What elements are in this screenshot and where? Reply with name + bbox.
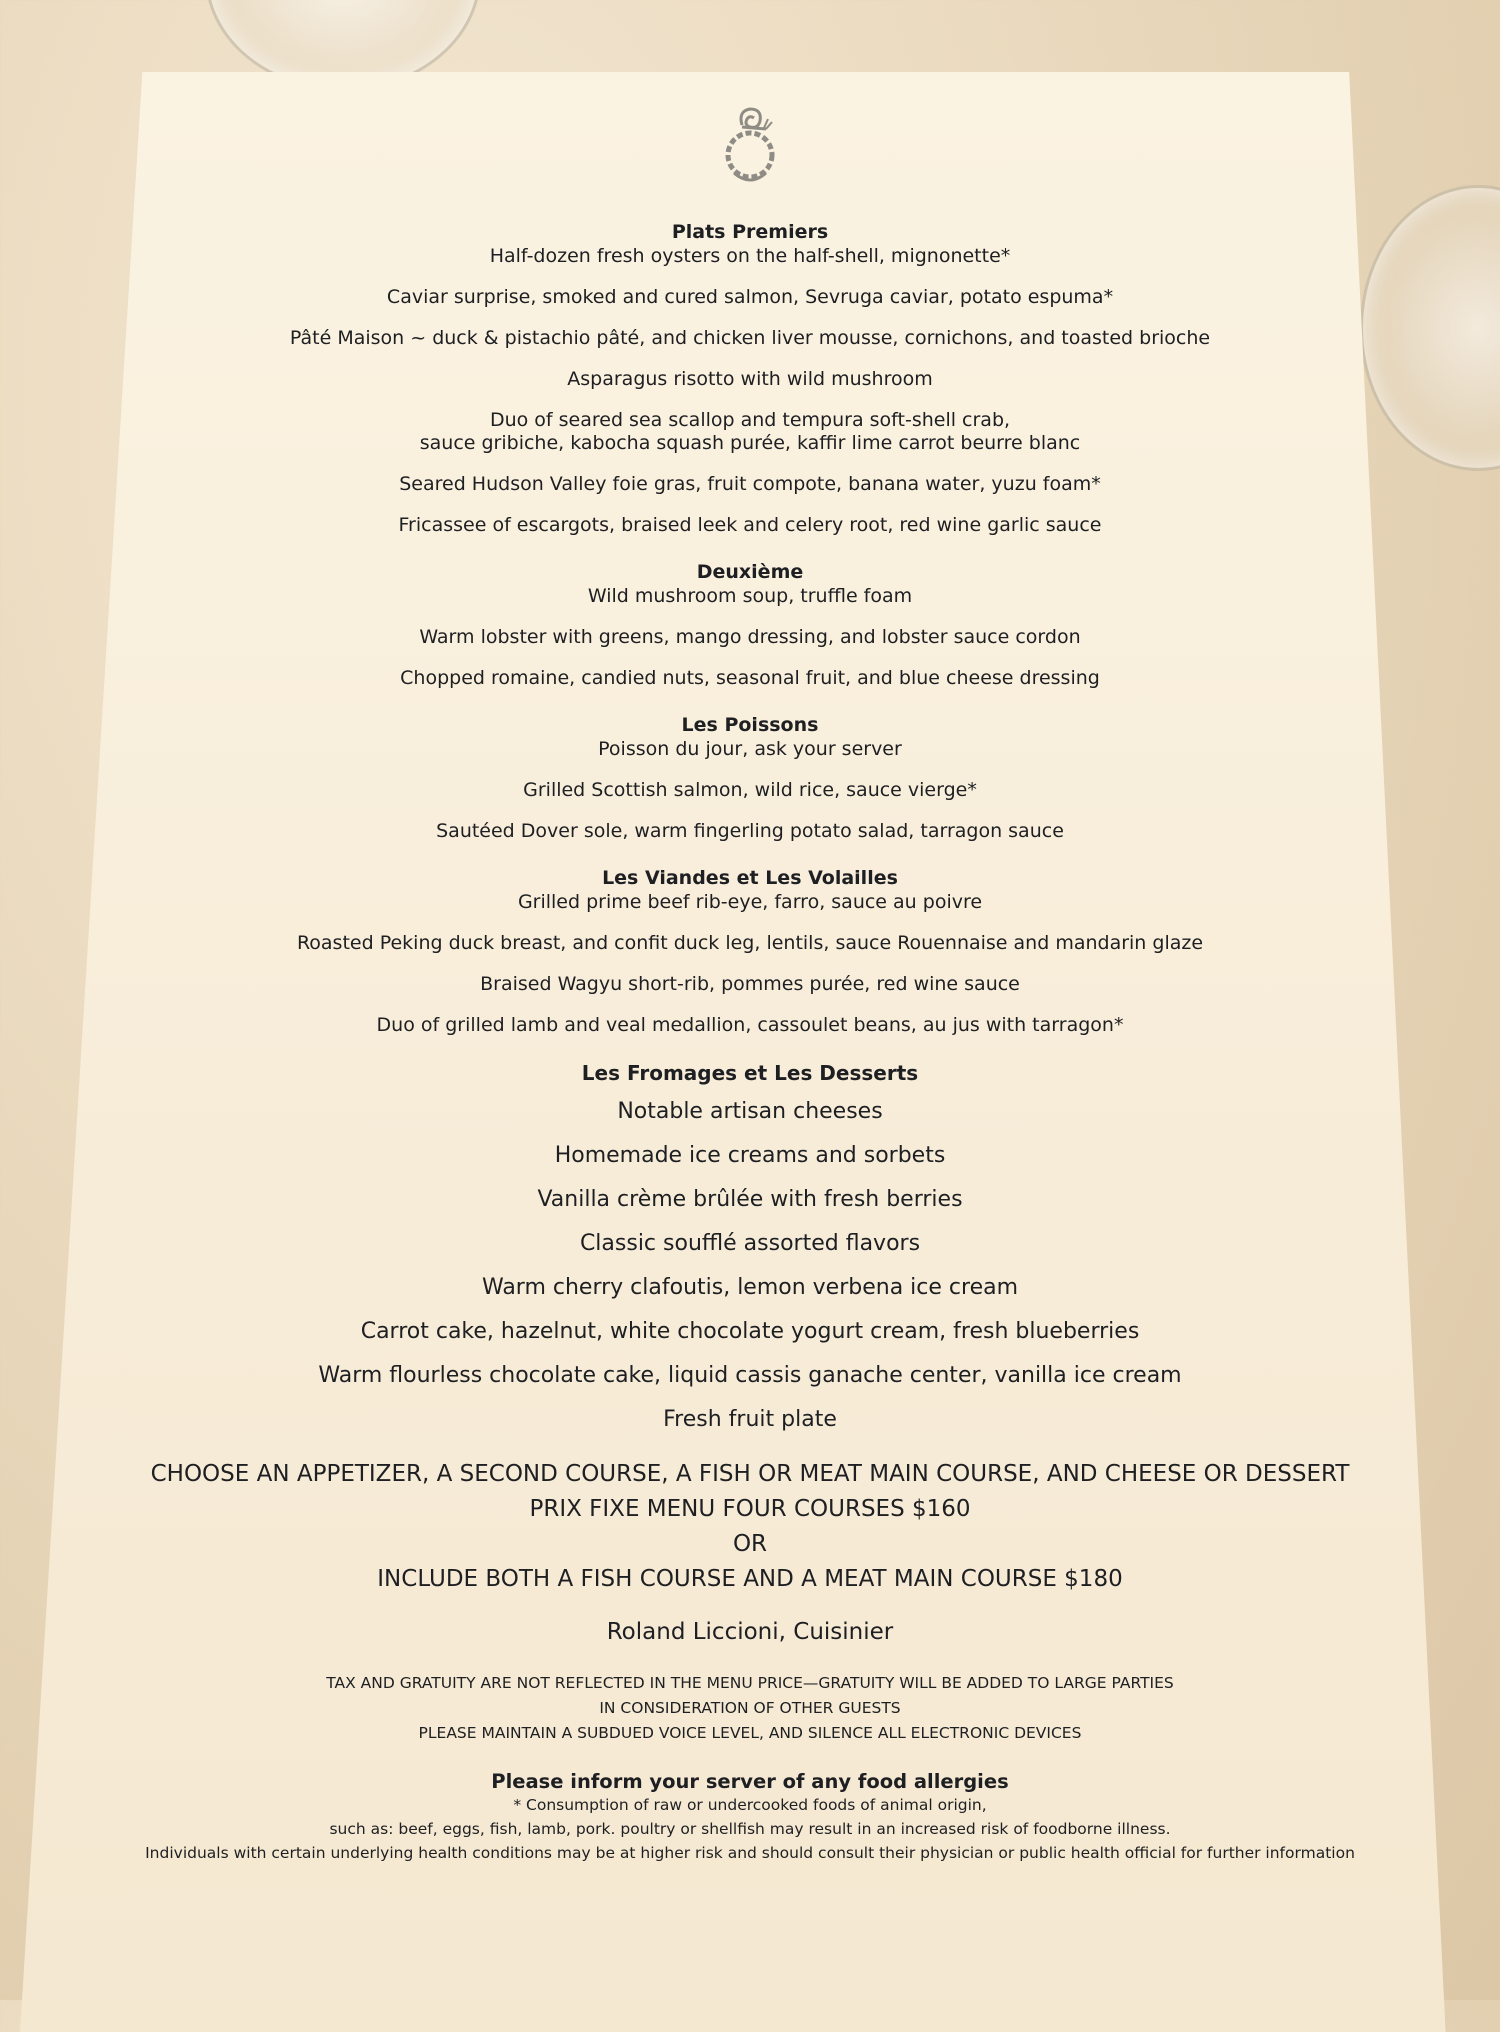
offer-line: PRIX FIXE MENU FOUR COURSES $160 [529, 1496, 971, 1522]
menu-item-line: Duo of seared sea scallop and tempura soft-shell crab, [489, 409, 1011, 431]
menu-item: Asparagus risotto with wild mushroom [567, 368, 933, 390]
section-title: Plats Premiers [671, 221, 829, 243]
section-plats-premiers [110, 221, 1390, 537]
policy-notice [110, 1671, 1390, 1746]
section-title: Les Poissons [681, 714, 819, 736]
section-title: Deuxième [696, 561, 804, 583]
section-deuxieme [110, 561, 1390, 690]
menu-item: Grilled prime beef rib-eye, farro, sauce au poivre [517, 891, 983, 913]
section-title: Les Fromages et Les Desserts [581, 1061, 919, 1085]
menu-item: Roasted Peking duck breast, and confit duck leg, lentils, sauce Rouennaise and mandarin glaze [296, 932, 1204, 954]
menu-item: Homemade ice creams and sorbets [554, 1143, 946, 1168]
menu-item: Notable artisan cheeses [617, 1099, 883, 1124]
chef-signature: Roland Liccioni, Cuisinier [606, 1619, 894, 1645]
allergy-line: Individuals with certain underlying health conditions may be at higher risk and should consult their physician or public health official for further information [145, 1844, 1355, 1862]
section-title: Les Viandes et Les Volailles [602, 867, 898, 889]
notice-line: IN CONSIDERATION OF OTHER GUESTS [599, 1699, 901, 1717]
section-les-viandes [110, 867, 1390, 1037]
allergy-line: * Consumption of raw or undercooked foods of animal origin, [513, 1796, 987, 1814]
notice-line: PLEASE MAINTAIN A SUBDUED VOICE LEVEL, AND SILENCE ALL ELECTRONIC DEVICES [418, 1724, 1082, 1742]
menu-item: Fresh fruit plate [663, 1407, 837, 1432]
menu-content [110, 95, 1390, 1865]
allergy-heading: Please inform your server of any food allergies [491, 1770, 1009, 1793]
notice-line: TAX AND GRATUITY ARE NOT REFLECTED IN THE MENU PRICE—GRATUITY WILL BE ADDED TO LARGE PARTIES [326, 1674, 1174, 1692]
menu-item: Half-dozen fresh oysters on the half-shell, mignonette* [489, 245, 1011, 267]
menu-item: Fricassee of escargots, braised leek and celery root, red wine garlic sauce [398, 514, 1102, 536]
section-fromages-desserts [110, 1061, 1390, 1433]
menu-item: Poisson du jour, ask your server [598, 738, 902, 760]
menu-item: Grilled Scottish salmon, wild rice, sauce vierge* [523, 779, 977, 801]
allergy-line: such as: beef, eggs, fish, lamb, pork. poultry or shellfish may result in an increased risk of foodborne illness. [329, 1820, 1171, 1838]
prix-fixe-offer [110, 1457, 1390, 1597]
menu-item: Caviar surprise, smoked and cured salmon, Sevruga caviar, potato espuma* [386, 286, 1114, 308]
menu-item: Warm cherry clafoutis, lemon verbena ice cream [481, 1275, 1019, 1300]
menu-item: Chopped romaine, candied nuts, seasonal fruit, and blue cheese dressing [400, 667, 1100, 689]
offer-line: OR [732, 1531, 768, 1557]
menu-item: Braised Wagyu short-rib, pommes purée, red wine sauce [480, 973, 1020, 995]
menu-item: Carrot cake, hazelnut, white chocolate yogurt cream, fresh blueberries [360, 1319, 1140, 1344]
menu-item: Duo of grilled lamb and veal medallion, cassoulet beans, au jus with tarragon* [376, 1014, 1124, 1036]
snail-wreath-icon [720, 95, 780, 195]
menu-item: Classic soufflé assorted flavors [579, 1231, 921, 1256]
menu-item: Vanilla crème brûlée with fresh berries [537, 1187, 963, 1212]
menu-item [110, 409, 1390, 455]
menu-item: Seared Hudson Valley foie gras, fruit compote, banana water, yuzu foam* [399, 473, 1101, 495]
menu-item: Warm flourless chocolate cake, liquid cassis ganache center, vanilla ice cream [318, 1363, 1182, 1388]
menu-item: Pâté Maison ~ duck & pistachio pâté, and chicken liver mousse, cornichons, and toasted brioche [289, 327, 1211, 349]
menu-item: Wild mushroom soup, truffle foam [587, 585, 913, 607]
section-les-poissons [110, 714, 1390, 843]
menu-item-line: sauce gribiche, kabocha squash purée, kaffir lime carrot beurre blanc [419, 432, 1081, 454]
offer-line: INCLUDE BOTH A FISH COURSE AND A MEAT MAIN COURSE $180 [377, 1566, 1123, 1592]
offer-line: CHOOSE AN APPETIZER, A SECOND COURSE, A FISH OR MEAT MAIN COURSE, AND CHEESE OR DESSERT [150, 1461, 1350, 1487]
menu-item: Warm lobster with greens, mango dressing, and lobster sauce cordon [419, 626, 1081, 648]
menu-item: Sautéed Dover sole, warm fingerling potato salad, tarragon sauce [436, 820, 1064, 842]
